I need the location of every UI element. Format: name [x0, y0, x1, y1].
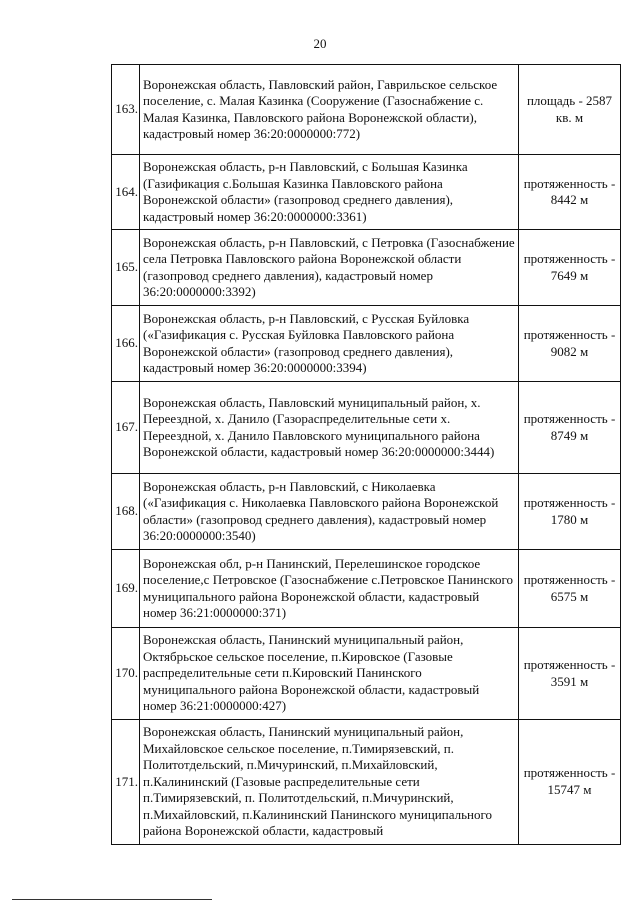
object-description: Воронежская область, р-н Павловский, с Русская Буйловка («Газификация с. Русская Буйловка Павловского района Воронежской области» (газопровод среднего давления), кадастровый номер 36:20:0000000:3394): [140, 306, 519, 382]
object-size: площадь - 2587 кв. м: [519, 65, 621, 155]
object-description: Воронежская область, Павловский район, Гаврильское сельское поселение, с. Малая Казинка (Сооружение (Газоснабжение с. Малая Казинка, Павловского района Воронежской области), кадастровый номер 36:20:0000000:772): [140, 65, 519, 155]
object-description: Воронежская область, Панинский муниципальный район, Михайловское сельское поселение, п.Тимирязевский, п. Политотдельский, п.Мичуринский, п.Михайловский, п.Калининский (Газовые распределительные сети п.Тимирязевский, п. Политотдельский, п.Мичуринский, п.Михайловский, п.Калининский Панинского муниципального района Воронежской области, кадастровый: [140, 720, 519, 845]
scan-edge-line: [12, 899, 212, 900]
object-size: протяженность - 1780 м: [519, 474, 621, 550]
table-row: [112, 720, 621, 845]
object-description: Воронежская область, р-н Павловский, с Николаевка («Газификация с. Николаевка Павловского района Воронежской области» (газопровод среднего давления), кадастровый номер 36:20:0000000:3540): [140, 474, 519, 550]
table-row: [112, 382, 621, 474]
object-size: протяженность - 6575 м: [519, 550, 621, 628]
row-number: 169.: [112, 550, 140, 628]
object-size: протяженность - 7649 м: [519, 230, 621, 306]
table-row: [112, 628, 621, 720]
row-number: 168.: [112, 474, 140, 550]
property-registry-table: [111, 64, 621, 845]
page-number: 20: [313, 36, 327, 51]
object-description: Воронежская область, Панинский муниципальный район, Октябрьское сельское поселение, п.Кировское (Газовые распределительные сети п.Кировский Панинского муниципального района Воронежской области, кадастровый номер 36:21:0000000:427): [140, 628, 519, 720]
row-number: 170.: [112, 628, 140, 720]
row-number: 165.: [112, 230, 140, 306]
table-row: [112, 155, 621, 230]
object-size: протяженность - 3591 м: [519, 628, 621, 720]
row-number: 164.: [112, 155, 140, 230]
object-size: протяженность - 8442 м: [519, 155, 621, 230]
table-row: [112, 230, 621, 306]
table-row: [112, 306, 621, 382]
object-description: Воронежская обл, р-н Панинский, Перелешинское городское поселение,с Петровское (Газоснабжение с.Петровское Панинского муниципального района Воронежской области, кадастровый номер 36:21:0000000:371): [140, 550, 519, 628]
object-size: протяженность - 15747 м: [519, 720, 621, 845]
object-size: протяженность - 8749 м: [519, 382, 621, 474]
row-number: 166.: [112, 306, 140, 382]
object-size: протяженность - 9082 м: [519, 306, 621, 382]
table-row: [112, 550, 621, 628]
row-number: 171.: [112, 720, 140, 845]
object-description: Воронежская область, р-н Павловский, с Большая Казинка (Газификация с.Большая Казинка Павловского района Воронежской области» (газопровод среднего давления), кадастровый номер 36:20:0000000:3361): [140, 155, 519, 230]
table-row: [112, 65, 621, 155]
row-number: 167.: [112, 382, 140, 474]
object-description: Воронежская область, р-н Павловский, с Петровка (Газоснабжение села Петровка Павловского района Воронежской области (газопровод среднего давления), кадастровый номер 36:20:0000000:3392): [140, 230, 519, 306]
row-number: 163.: [112, 65, 140, 155]
object-description: Воронежская область, Павловский муниципальный район, х. Переездной, х. Данило (Газораспределительные сети х. Переездной, х. Данило Павловского муниципального района Воронежской области, кадастровый номер 36:20:0000000:3444): [140, 382, 519, 474]
table-row: [112, 474, 621, 550]
